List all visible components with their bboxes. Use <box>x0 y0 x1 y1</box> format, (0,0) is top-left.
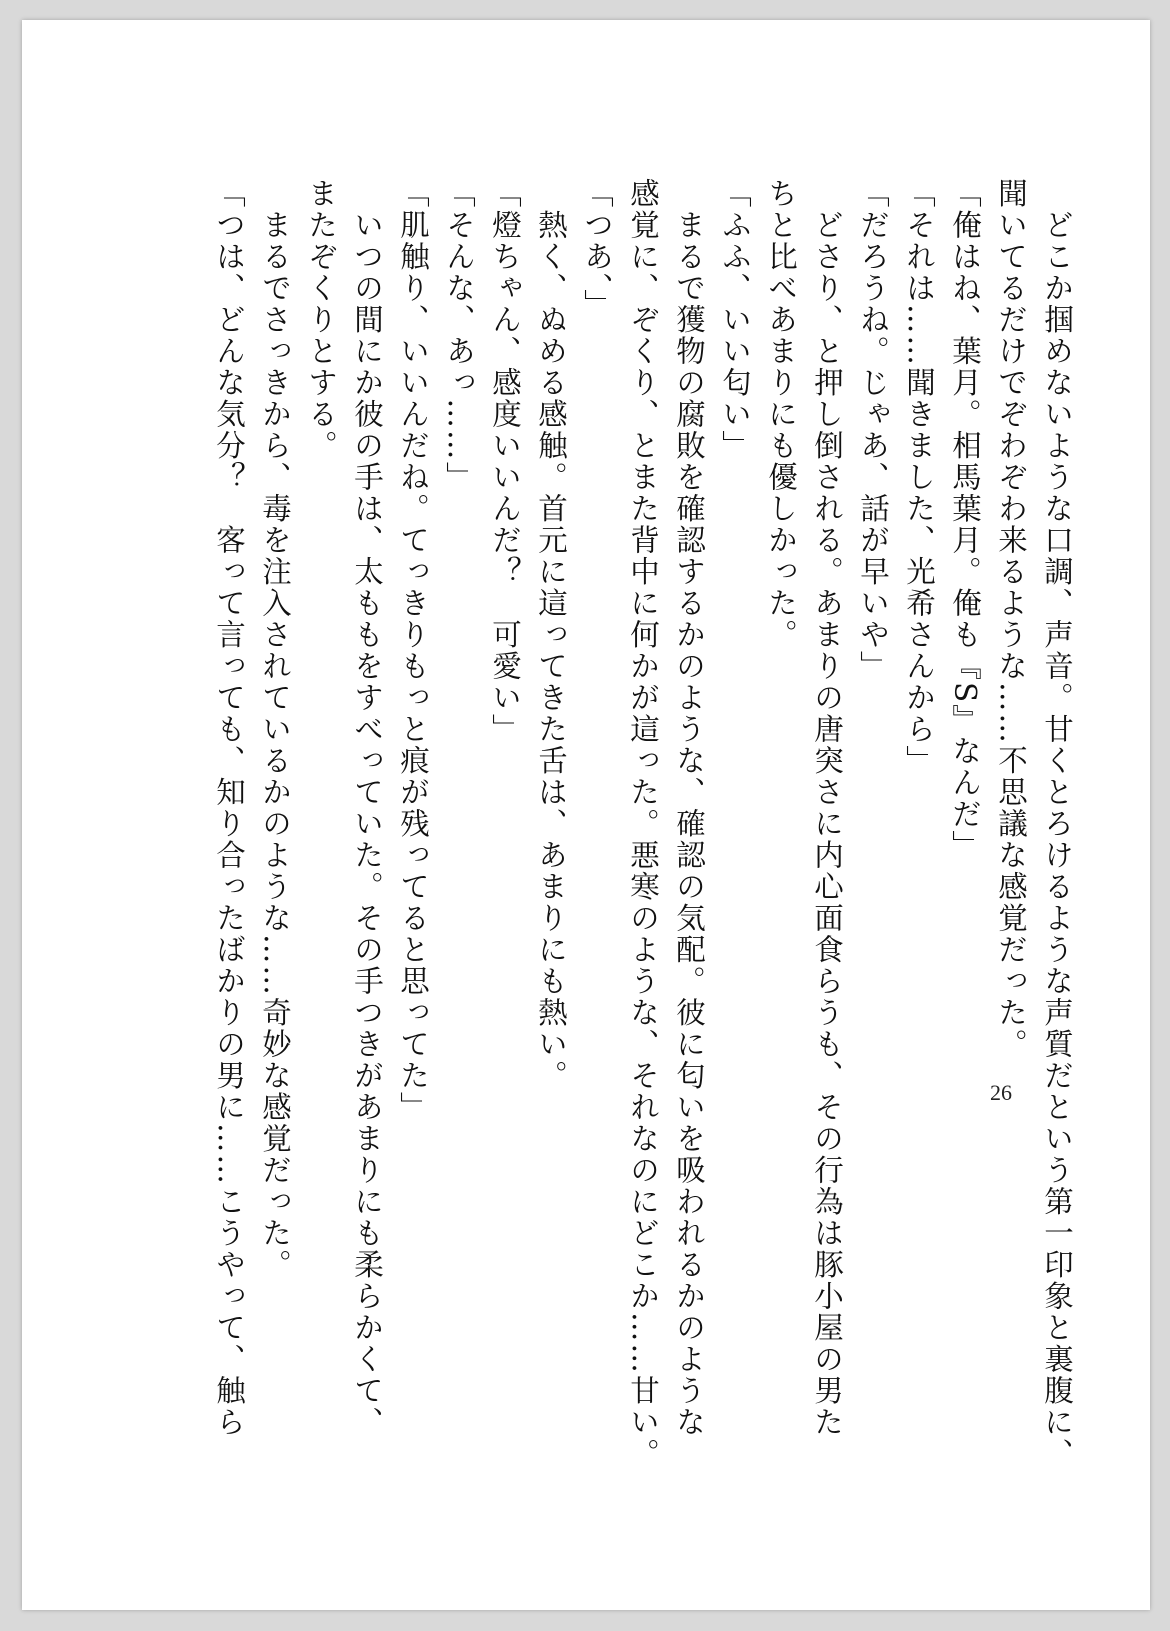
vertical-text-block <box>206 178 1080 1478</box>
text-line: ちと比べあまりにも優しかった。 <box>764 178 798 651</box>
text-line: 「燈ちゃん、感度いいんだ？ 可愛い」 <box>488 178 522 745</box>
text-line: 熱く、ぬめる感触。首元に這ってきた舌は、あまりにも熱い。 <box>534 178 568 1092</box>
text-line: 感覚に、ぞくり、とまた背中に何かが這った。悪寒のような、それなのにどこか……甘い。 <box>626 178 660 1470</box>
text-line: 「つは、どんな気分？ 客って言っても、知り合ったばかりの男に……こうやって、触ら <box>212 178 246 1438</box>
text-line: 「つあ、」 <box>580 178 614 321</box>
text-line: どこか掴めないような口調、声音。甘くとろけるような声質だという第一印象と裏腹に、 <box>1040 178 1074 1470</box>
text-line: 「ふふ、いい匂い」 <box>718 178 752 462</box>
text-line: またぞくりとする。 <box>304 178 338 462</box>
text-line: 聞いてるだけでぞわぞわ来るような……不思議な感覚だった。 <box>994 178 1028 1060</box>
text-line: 「そんな、あっ……」 <box>442 178 476 493</box>
text-line: 「俺はね、葉月。相馬葉月。俺も『S』なんだ」 <box>948 178 982 862</box>
text-line: どさり、と押し倒される。あまりの唐突さに内心面食らうも、その行為は豚小屋の男た <box>810 178 844 1438</box>
text-line: 「肌触り、いいんだね。てっきりもっと痕が残ってると思ってた」 <box>396 178 430 1123</box>
text-line: いつの間にか彼の手は、太ももをすべっていた。その手つきがあまりにも柔らかくて、 <box>350 178 384 1438</box>
text-line: まるで獲物の腐敗を確認するかのような、確認の気配。彼に匂いを吸われるかのような <box>672 178 706 1438</box>
text-line: 「だろうね。じゃあ、話が早いや」 <box>856 178 890 682</box>
text-line: まるでさっきから、毒を注入されているかのような……奇妙な感覚だった。 <box>258 178 292 1281</box>
page-number: 26 <box>990 1080 1012 1105</box>
text-line: 「それは……聞きました、光希さんから」 <box>902 178 936 777</box>
book-page <box>22 20 1150 1610</box>
